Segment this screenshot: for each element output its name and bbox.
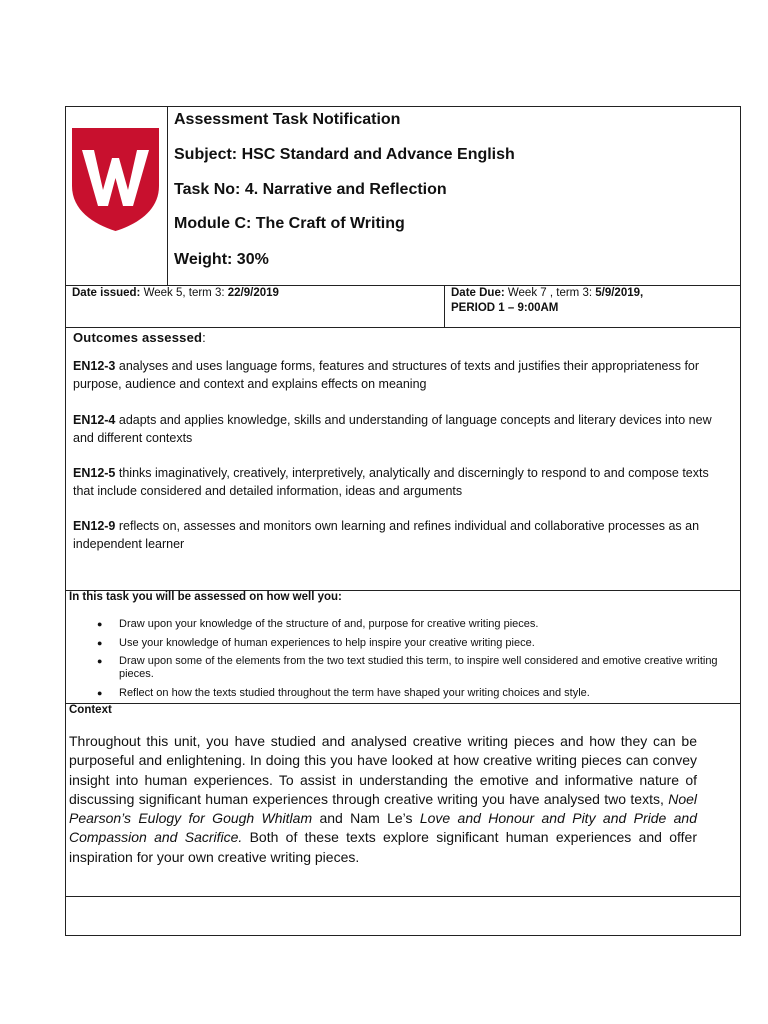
date-divider [444,285,445,327]
outcome-text: analyses and uses language forms, features and structures of texts and justifies their appropriateness for purpose, audience and context and explains effects on meaning [73,359,700,391]
assessment-bullet: ● Reflect on how the texts studied throughout the term have shaped your writing choices and style. [97,687,590,699]
context-paragraph: Throughout this unit, you have studied and analysed creative writing pieces and how they can be purposeful and enlightening. In doing this you have looked at how creative writing pieces can convey insight into human experiences. To assist in understanding the emotive and informative nature of discussing significant human experiences through creative writing you have analysed two texts, Noel Pearson’s Eulogy for Gough Whitlam and Nam Le’s Love and Honour and Pity and Pride and Compassion and Sacrifice. Both of these texts explore significant human experiences and offer inspiration for your own creative writing pieces. [69,733,697,865]
assessment-heading: In this task you will be assessed on how well you: [69,591,342,603]
text-title-love-and-honour: Love and Honour and Pity and Pride and Compassion and Sacrifice. [69,810,697,846]
bullet-icon: ● [97,619,103,629]
outcome-text: reflects on, assesses and monitors own learning and refines individual and collaborative processes as an independent learner [73,519,700,551]
context-heading: Context [69,704,112,716]
assessment-bullet: ● Draw upon your knowledge of the structure of and, purpose for creative writing pieces. [97,618,539,630]
assessment-bullet: ● Draw upon some of the elements from the two text studied this term, to inspire well considered and emotive creative writing pieces. [97,655,718,680]
outcome-text: thinks imaginatively, creatively, interpretively, analytically and discerningly to respond to and compose texts that include considered and detailed information, ideas and arguments [73,466,709,498]
outcome-item [73,517,713,553]
outcome-code: EN12-9 [73,519,116,533]
task-line: Task No: 4. Narrative and Reflection [174,181,447,198]
outcome-code: EN12-4 [73,413,116,427]
bullet-icon: ● [97,656,103,666]
date-due-value: 5/9/2019, [595,287,644,299]
outcome-item [73,411,713,447]
module-line: Module C: The Craft of Writing [174,215,405,232]
outcome-text: adapts and applies knowledge, skills and understanding of language concepts and literary devices into new and different contexts [73,413,712,445]
dates-divider [66,327,740,328]
date-issued [72,286,279,301]
assessment-notice-table [65,106,741,936]
outcome-item [73,464,713,500]
date-due-label: Date Due: [451,287,505,299]
date-due [451,286,736,316]
empty-row [66,897,740,935]
bullet-icon: ● [97,638,103,648]
outcome-item [73,357,713,393]
logo-divider [167,107,168,285]
shield-w-logo-icon [72,128,159,231]
text-title-eulogy: Noel Pearson’s Eulogy for Gough Whitlam [69,790,697,827]
bullet-icon: ● [97,688,103,698]
date-due-week: Week 7 , term 3: [507,287,593,299]
date-issued-week: Week 5, term 3: [143,287,225,299]
subject-line: Subject: HSC Standard and Advance English [174,146,515,163]
outcomes-heading: Outcomes assessed: [73,330,206,345]
date-due-period: PERIOD 1 – 9:00AM [451,302,559,314]
assessment-bullet: ● Use your knowledge of human experiences to help inspire your creative writing piece. [97,637,535,649]
date-issued-label: Date issued: [72,287,141,299]
outcome-code: EN12-3 [73,359,116,373]
page-title: Assessment Task Notification [174,111,401,128]
weight-line: Weight: 30% [174,251,269,268]
date-issued-value: 22/9/2019 [227,287,279,299]
assessment-divider [66,703,740,704]
outcome-code: EN12-5 [73,466,116,480]
